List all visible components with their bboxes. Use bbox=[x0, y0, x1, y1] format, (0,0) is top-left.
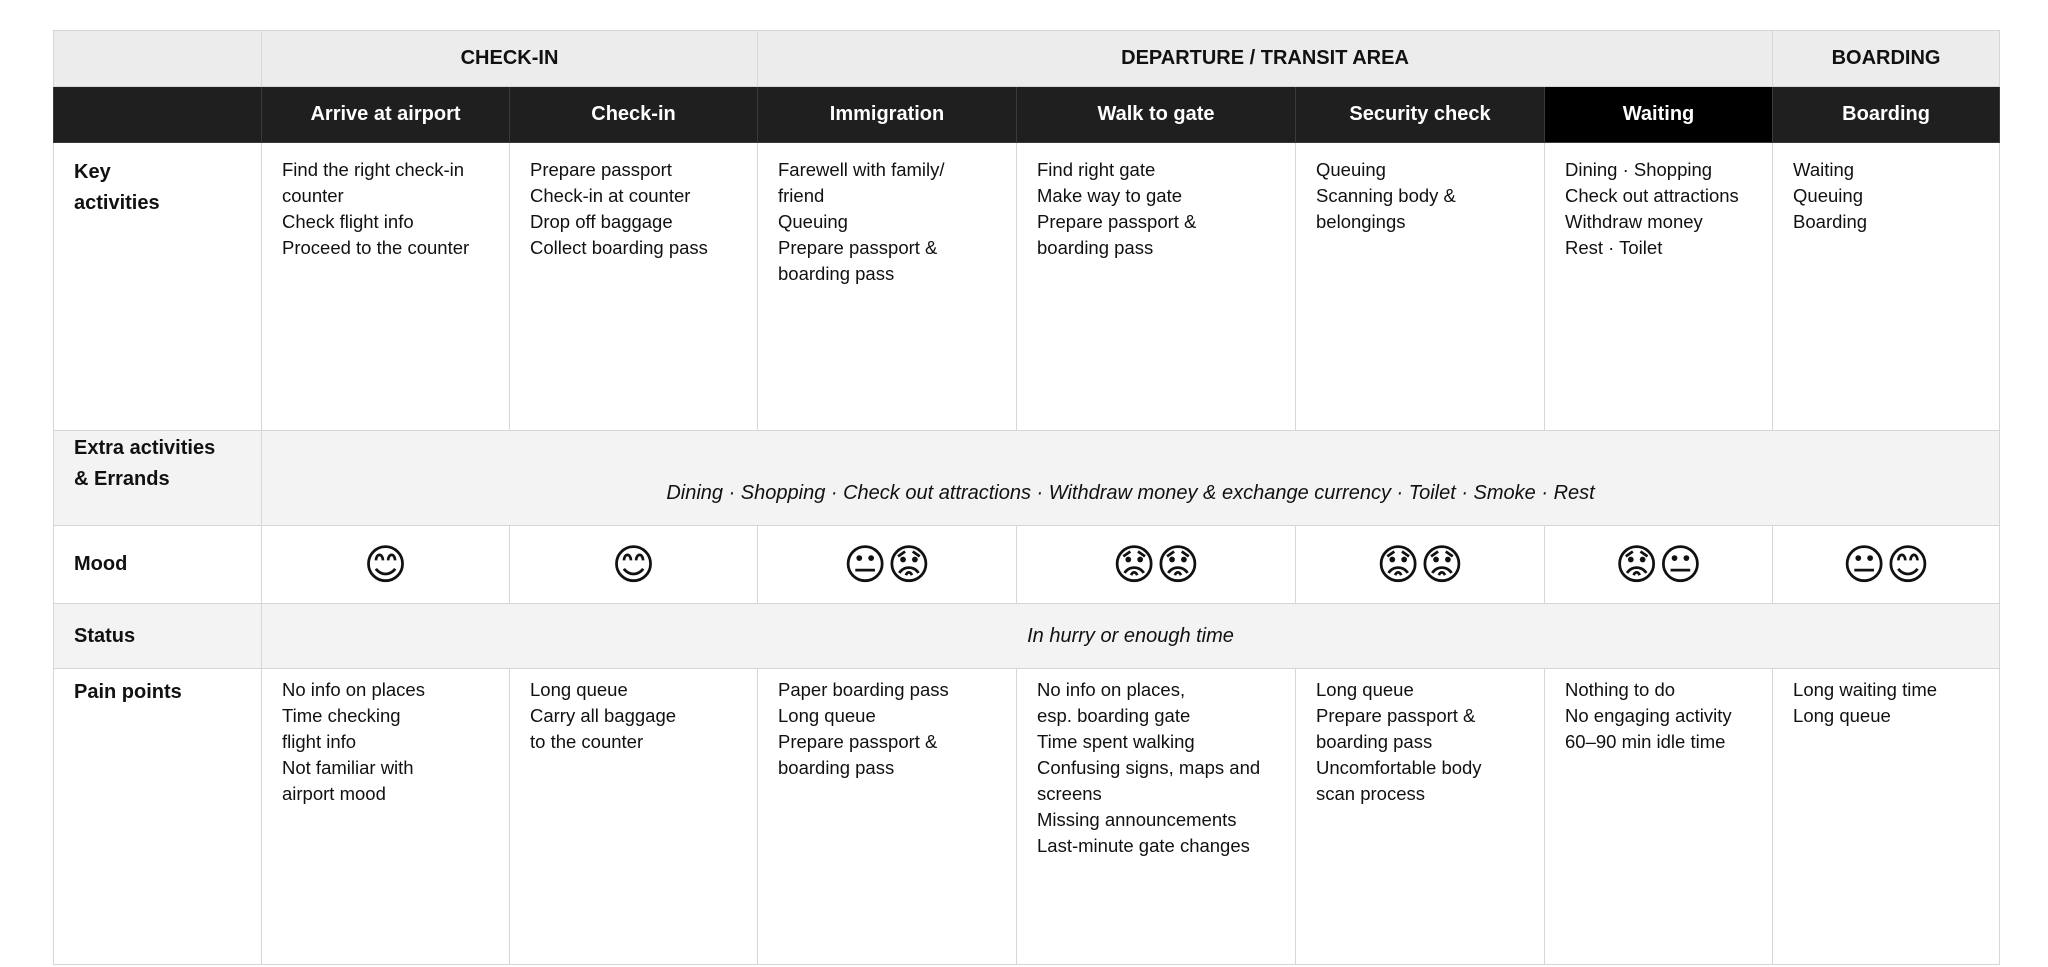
stage-walk-to-gate: Walk to gate bbox=[1017, 87, 1296, 143]
mood-row bbox=[54, 526, 2000, 604]
cell-line: Make way to gate bbox=[1037, 185, 1182, 206]
cell-line: Long waiting time bbox=[1793, 679, 1938, 700]
cell-line: Check out attractions bbox=[1565, 185, 1739, 206]
cell-line: Drop off baggage bbox=[530, 211, 673, 232]
cell-line: Find the right check-in bbox=[282, 159, 465, 180]
cell-line: Find right gate bbox=[1037, 159, 1156, 180]
pain-points-cell bbox=[1296, 669, 1545, 965]
cell-line: screens bbox=[1037, 783, 1102, 804]
cell-line: friend bbox=[778, 185, 825, 206]
key-activities-row bbox=[54, 143, 2000, 431]
pain-points-cell bbox=[758, 669, 1017, 965]
cell-line: Prepare passport & bbox=[778, 237, 938, 258]
cell-line: Last-minute gate changes bbox=[1037, 835, 1250, 856]
cell-line: boarding pass bbox=[778, 757, 895, 778]
cell-line: scan process bbox=[1316, 783, 1425, 804]
extra-activities-label: Extra activities & Errands bbox=[54, 431, 262, 526]
cell-line: Carry all baggage bbox=[530, 705, 677, 726]
cell-line: Withdraw money bbox=[1565, 211, 1703, 232]
cell-line: Farewell with family/ bbox=[778, 159, 945, 180]
cell-line: Missing announcements bbox=[1037, 809, 1237, 830]
status-text: In hurry or enough time bbox=[262, 604, 2000, 669]
extra-activities-row bbox=[54, 431, 2000, 526]
mood-label: Mood bbox=[54, 526, 262, 604]
key-activities-cell bbox=[1773, 143, 2000, 431]
corner-cell bbox=[54, 31, 262, 87]
cell-line: belongings bbox=[1316, 211, 1406, 232]
cell-line: No engaging activity bbox=[1565, 705, 1732, 726]
key-activities-cell bbox=[758, 143, 1017, 431]
stage-header-row bbox=[54, 87, 2000, 143]
stage-immigration: Immigration bbox=[758, 87, 1017, 143]
mood-emoji: 😊 bbox=[510, 526, 758, 604]
status-row bbox=[54, 604, 2000, 669]
cell-line: counter bbox=[282, 185, 344, 206]
cell-line: Long queue bbox=[530, 679, 628, 700]
key-activities-label: Key activities bbox=[54, 143, 262, 431]
cell-line: Proceed to the counter bbox=[282, 237, 470, 258]
cell-line: Long queue bbox=[1316, 679, 1414, 700]
stage-boarding: Boarding bbox=[1773, 87, 2000, 143]
extra-activities-text: Dining · Shopping · Check out attractions · Withdraw money & exchange currency · Toilet · Smoke · Rest bbox=[262, 431, 2000, 526]
cell-line: Dining · Shopping bbox=[1565, 159, 1713, 180]
mood-emoji: 😐😟 bbox=[758, 526, 1017, 604]
cell-line: Check-in at counter bbox=[530, 185, 691, 206]
cell-line: Scanning body & bbox=[1316, 185, 1456, 206]
pain-points-row bbox=[54, 669, 2000, 965]
cell-line: Waiting bbox=[1793, 159, 1855, 180]
cell-line: Time spent walking bbox=[1037, 731, 1195, 752]
cell-line: Not familiar with bbox=[282, 757, 414, 778]
cell-line: Long queue bbox=[1793, 705, 1891, 726]
cell-line: boarding pass bbox=[1316, 731, 1433, 752]
key-activities-cell bbox=[1545, 143, 1773, 431]
cell-line: 60–90 min idle time bbox=[1565, 731, 1726, 752]
cell-line: Prepare passport & bbox=[1037, 211, 1197, 232]
cell-line: Queuing bbox=[778, 211, 848, 232]
cell-line: Uncomfortable body bbox=[1316, 757, 1482, 778]
key-activities-cell bbox=[1296, 143, 1545, 431]
stage-waiting: Waiting bbox=[1545, 87, 1773, 143]
cell-line: esp. boarding gate bbox=[1037, 705, 1191, 726]
cell-line: boarding pass bbox=[778, 263, 895, 284]
mood-emoji: 😟😟 bbox=[1017, 526, 1296, 604]
cell-line: Prepare passport bbox=[530, 159, 672, 180]
cell-line: to the counter bbox=[530, 731, 644, 752]
cell-line: Confusing signs, maps and bbox=[1037, 757, 1261, 778]
pain-points-cell bbox=[510, 669, 758, 965]
pain-points-cell bbox=[1773, 669, 2000, 965]
cell-line: Paper boarding pass bbox=[778, 679, 949, 700]
cell-line: Check flight info bbox=[282, 211, 414, 232]
mood-emoji: 😟😟 bbox=[1296, 526, 1545, 604]
pain-points-cell bbox=[262, 669, 510, 965]
cell-line: Queuing bbox=[1793, 185, 1863, 206]
phase-check-in: CHECK-IN bbox=[262, 31, 758, 87]
pain-points-label: Pain points bbox=[54, 669, 262, 965]
cell-line: Queuing bbox=[1316, 159, 1386, 180]
phase-header-row bbox=[54, 31, 2000, 87]
mood-emoji: 😐😊 bbox=[1773, 526, 2000, 604]
cell-line: Prepare passport & bbox=[778, 731, 938, 752]
cell-line: airport mood bbox=[282, 783, 386, 804]
cell-line: Boarding bbox=[1793, 211, 1868, 232]
phase-departure-transit: DEPARTURE / TRANSIT AREA bbox=[758, 31, 1773, 87]
cell-line: Rest · Toilet bbox=[1565, 237, 1663, 258]
cell-line: No info on places bbox=[282, 679, 425, 700]
key-activities-cell bbox=[510, 143, 758, 431]
stage-check-in: Check-in bbox=[510, 87, 758, 143]
mood-emoji: 😊 bbox=[262, 526, 510, 604]
cell-line: Collect boarding pass bbox=[530, 237, 708, 258]
pain-points-cell bbox=[1545, 669, 1773, 965]
key-activities-cell bbox=[1017, 143, 1296, 431]
cell-line: boarding pass bbox=[1037, 237, 1154, 258]
cell-line: Nothing to do bbox=[1565, 679, 1676, 700]
cell-line: Long queue bbox=[778, 705, 876, 726]
pain-points-cell bbox=[1017, 669, 1296, 965]
mood-emoji: 😟😐 bbox=[1545, 526, 1773, 604]
cell-line: No info on places, bbox=[1037, 679, 1186, 700]
status-label: Status bbox=[54, 604, 262, 669]
journey-map-table bbox=[53, 30, 2000, 965]
stage-corner-cell bbox=[54, 87, 262, 143]
cell-line: Prepare passport & bbox=[1316, 705, 1476, 726]
cell-line: flight info bbox=[282, 731, 357, 752]
stage-arrive-at-airport: Arrive at airport bbox=[262, 87, 510, 143]
stage-security-check: Security check bbox=[1296, 87, 1545, 143]
phase-boarding: BOARDING bbox=[1773, 31, 2000, 87]
key-activities-cell bbox=[262, 143, 510, 431]
cell-line: Time checking bbox=[282, 705, 401, 726]
